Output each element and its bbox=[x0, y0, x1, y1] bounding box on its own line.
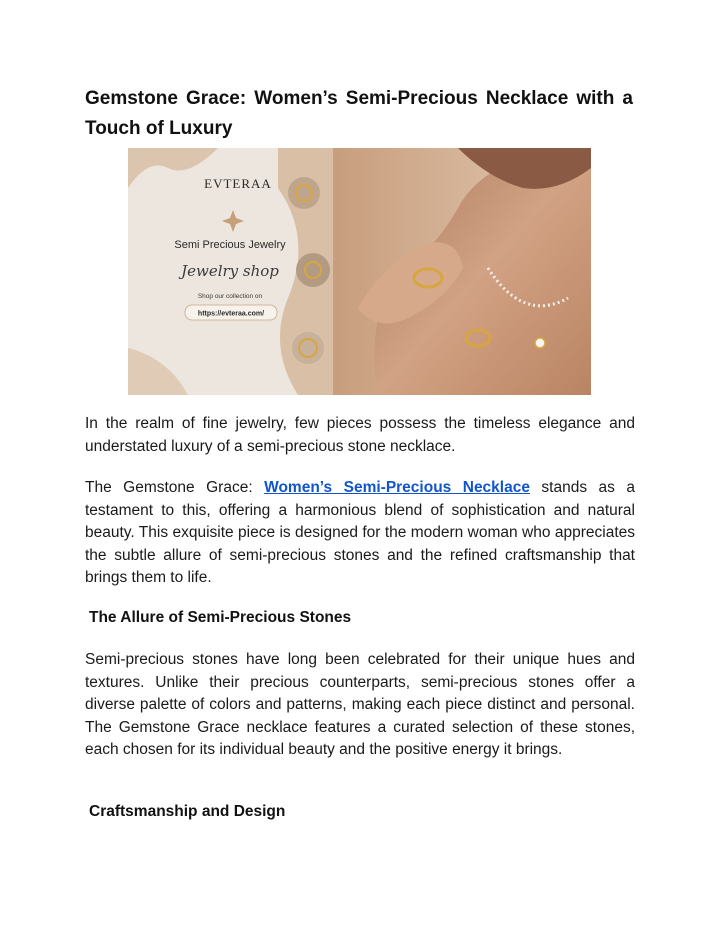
body-paragraph bbox=[85, 477, 635, 590]
jewelry-thumb bbox=[296, 253, 330, 287]
jewelry-thumb bbox=[288, 177, 320, 209]
necklace-link[interactable]: Women’s Semi-Precious Necklace bbox=[264, 479, 530, 496]
brand-name: EVTERAA bbox=[204, 176, 272, 191]
section-paragraph: Semi-precious stones have long been celebrated for their unique hues and textures. Unlike their precious counterparts, semi-precious stones offer a diverse palette of colors and patterns, making each piece distinct and personal. The Gemstone Grace necklace features a curated selection of these stones, each chosen for its individual beauty and the positive energy it brings. bbox=[85, 651, 635, 758]
para-text: The Gemstone Grace: bbox=[85, 479, 265, 496]
page-title: Gemstone Grace: Women’s Semi-Precious Necklace with a Touch of Luxury bbox=[85, 88, 633, 139]
para-text: stands as a testament to this, offering a harmonious blend of sophistication and natural beauty. This exquisite piece is designed for the modern woman who appreciates the subtle allure of semi-precious stones and the refined craftsmanship that brings them to life. bbox=[85, 479, 635, 586]
jewelry-thumb bbox=[292, 332, 324, 364]
banner-image bbox=[128, 148, 591, 395]
section-heading: The Allure of Semi-Precious Stones bbox=[89, 609, 352, 626]
section-heading: Craftsmanship and Design bbox=[89, 803, 286, 820]
banner-headline: Semi Precious Jewelry bbox=[174, 239, 286, 251]
banner-graphic bbox=[128, 148, 591, 395]
pendant bbox=[535, 338, 545, 348]
banner-cta: Shop our collection on bbox=[197, 293, 263, 300]
banner-url: https://evteraa.com/ bbox=[197, 310, 265, 318]
banner-script: Jewelry shop bbox=[181, 262, 279, 280]
intro-paragraph: In the realm of fine jewelry, few pieces possess the timeless elegance and understated luxury of a semi-precious stone necklace. bbox=[85, 415, 635, 455]
